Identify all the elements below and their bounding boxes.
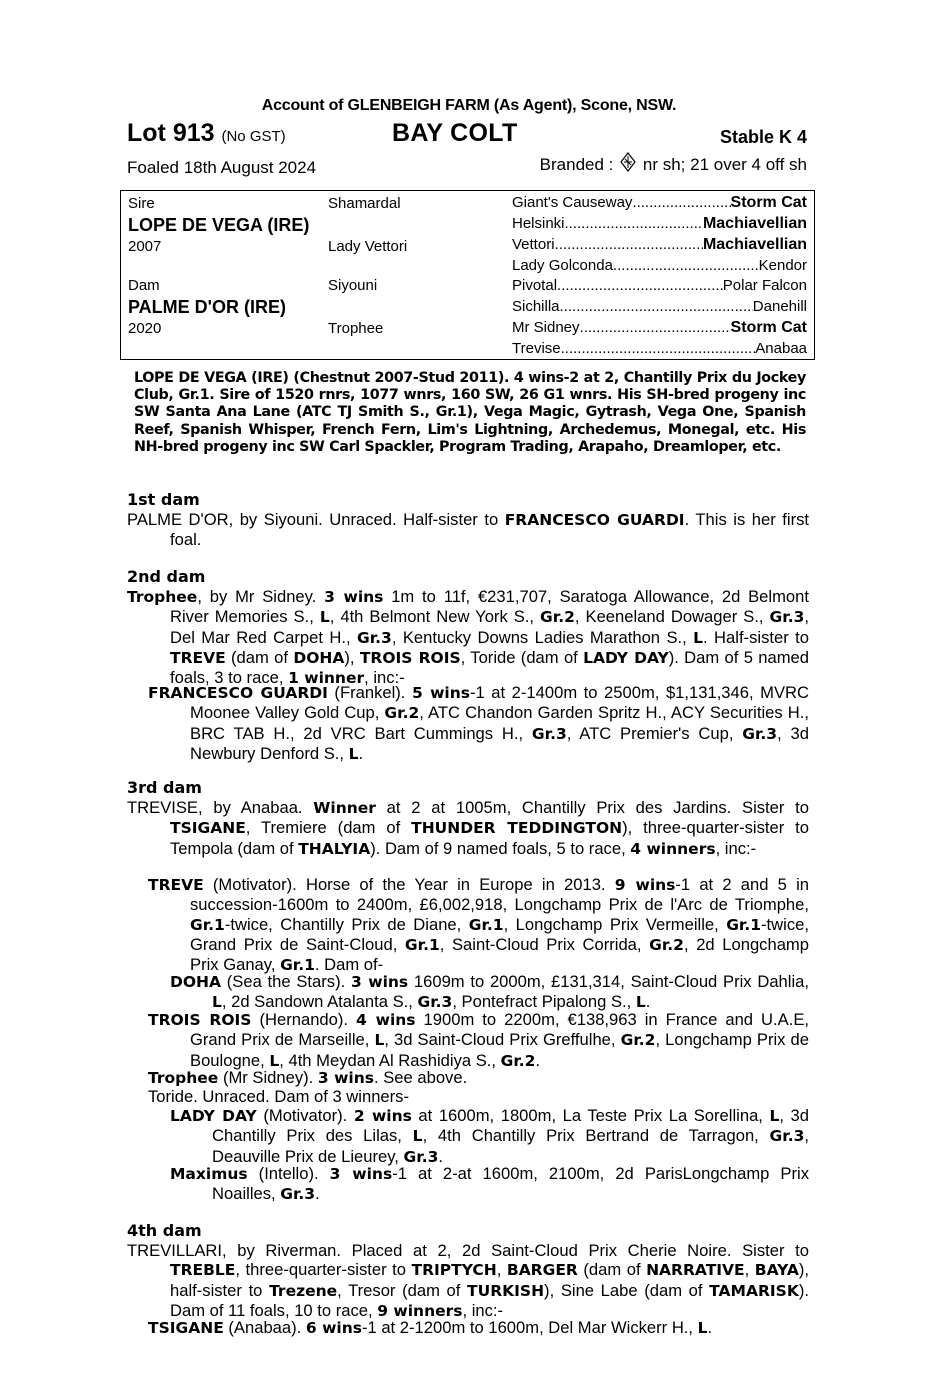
text-run: . [707,1318,713,1337]
text-run: (Anabaa). [223,1318,306,1337]
sire-blurb: LOPE DE VEGA (IRE) (Chestnut 2007-Stud 2011). 4 wins-2 at 2, Chantilly Prix du Jockey Club, Gr.1. Sire of 1520 rnrs, 1077 wnrs, 160 SW, 26 G1 wnrs. His SH-bred progeny inc SW Santa Ana Lane (ATC TJ Smith S., Gr.1), Vega Magic, Gytrash, Vega One, Spanish Reef, Spanish Whisper, French Fern, Lim's Lightning, Archedemus, Monegal, etc. His NH-bred progeny inc SW Carl Spackler, Program Trading, Arapaho, Dreamloper, etc. [134,370,806,455]
dam-year: 2020 [128,320,162,337]
bold-text: DOHA [170,973,222,991]
text-run: -1 at 2-1200m to 1600m, Del Mar Wickerr H., [361,1318,698,1337]
text-run: , inc:- [462,1300,504,1320]
bold-text: BARGER [506,1261,578,1280]
text-run: , Del Mar Red Carpet H., [170,607,810,647]
bold-text: L [635,993,646,1012]
fourth-dam-heading: 4th dam [127,1221,202,1240]
leader-dots [613,257,759,274]
text-run: , Deauville Prix de Lieurey, [212,1126,809,1166]
text-run: , ATC Chandon Garden Spritz H., ACY Securities H., BRC TAB H., 2d VRC Bart Cummings H., [190,703,809,743]
bold-text: 1 winner [288,669,365,688]
text-run: , 4th Meydan Al Rashidiya S., [279,1050,501,1070]
text-run: (Motivator). [256,1106,354,1125]
third-dam-text [127,798,809,859]
bold-text: TREBLE [170,1261,236,1280]
third-dam-progeny-lady-day [170,1106,809,1167]
bold-text: Gr.3 [742,724,778,743]
third-dam-progeny-maximus [170,1164,809,1205]
sex-colour: BAY COLT [392,119,518,147]
second-dam-heading: 2nd dam [127,567,206,586]
bold-text: FRANCESCO GUARDI [148,684,328,702]
bold-text: THUNDER TEDDINGTON [411,819,623,838]
leader-dots [565,215,703,233]
text-run: , inc:- [364,668,405,688]
bold-text: LADY DAY [170,1107,257,1125]
text-run: ), three-quarter-sister to Tempola (dam of [170,818,809,858]
bold-text: Gr.1 [404,935,440,954]
g3-horse: Trevise [512,340,561,357]
bold-text: Gr.3 [769,1127,805,1146]
text-run: (Motivator). Horse of the Year in Europe in 2013. [203,875,615,894]
bold-text: Gr.2 [620,1031,656,1050]
sire-name: LOPE DE VEGA (IRE) [128,215,310,235]
first-dam-text [127,510,809,550]
g3-horse: Giant's Causeway [512,194,633,211]
branded-label: Branded : [539,155,614,174]
text-run: , Longchamp Prix de Boulogne, [190,1030,810,1070]
fourth-dam-progeny-tsigane [148,1318,809,1338]
bold-text: Gr.3 [403,1147,439,1166]
g3-row [512,319,807,337]
g3-sire: Storm Cat [730,194,807,211]
text-run: 1609m to 2000m, £131,314, Saint-Cloud Prix Dahlia, [408,972,809,991]
sire-label: Sire [128,195,155,212]
g3-row [512,277,807,294]
sire-sire: Shamardal [328,195,401,212]
text-run: , [496,1260,507,1280]
third-dam-progeny-treve [148,875,809,975]
text-run: ), [344,647,360,667]
text-run: ). Dam of 9 named foals, 5 to race, [370,838,631,858]
text-run: , 4th Belmont New York S., [329,607,541,627]
bold-text: Gr.3 [280,1185,316,1204]
text-run: , 2d Longchamp Prix Ganay, [190,934,809,975]
gst-note: (No GST) [221,128,286,145]
text-run: , inc:- [715,838,757,858]
text-run: (dam of [225,647,294,667]
text-run: 1m to 11f, €231,707, Saratoga Allowance, 2d Belmont River Memories S., [170,587,809,627]
bold-text: L [769,1107,780,1125]
bold-text: LADY DAY [583,648,669,667]
bold-text: Winner [313,799,376,817]
text-run: (Sea the Stars). [221,972,351,991]
bold-text: Trezene [269,1281,338,1300]
bold-text: Gr.3 [417,993,453,1012]
text-run: , three-quarter-sister to [235,1260,412,1280]
bold-text: TROIS ROIS [359,648,461,667]
bold-text: 3 wins [317,1069,374,1087]
leader-dots [561,340,756,357]
text-run: . [535,1050,541,1070]
text-run: , Keeneland Dowager S., [574,607,770,627]
bold-text: Gr.2 [649,935,684,954]
text-run: , 3d Chantilly Prix des Lilas, [212,1106,810,1146]
bold-text: Maximus [170,1165,248,1183]
bold-text: Gr.2 [384,704,420,723]
text-run: TREVISE, by Anabaa. [127,798,314,817]
text-run: -1 at 2-at 1600m, 2100m, 2d ParisLongchamp Prix Noailles, [212,1164,809,1204]
dam-label: Dam [128,277,160,294]
bold-text: Gr.2 [540,608,575,627]
bold-text: L [269,1051,280,1070]
text-run: -twice, Grand Prix de Saint-Cloud, [190,914,809,954]
bold-text: TRIPTYCH [411,1261,497,1280]
text-run: , 2d Sandown Atalanta S., [221,992,418,1012]
first-dam-heading: 1st dam [127,490,200,509]
text-run: , [744,1260,755,1280]
text-run: , Tremiere (dam of [245,818,412,838]
text-run: (Hernando). [251,1010,357,1029]
leader-dots [632,194,730,212]
leader-dots [580,319,731,337]
g3-horse: Mr Sidney [512,319,580,336]
text-run: ). Dam of 5 named foals, 3 to race, [170,647,810,688]
second-dam-progeny [148,683,809,764]
third-dam-progeny-doha [170,972,809,1013]
text-run: . [438,1146,444,1166]
text-run: , Toride (dam of [460,647,584,667]
text-run: 1900m to 2200m, €138,963 in France and U.A.E, Grand Prix de Marseille, [190,1010,809,1050]
sire-dam: Lady Vettori [328,238,408,255]
bold-text: L [697,1319,708,1337]
text-run: ). Dam of 11 foals, 10 to race, [170,1280,809,1320]
g3-row [512,340,807,357]
branded-value: nr sh; 21 over 4 off sh [642,155,807,174]
text-run: , 3d Saint-Cloud Prix Greffulhe, [384,1030,621,1050]
text-run: . [645,992,651,1012]
text-run: ), half-sister to [170,1260,809,1300]
text-run: (Intello). [247,1164,330,1183]
bold-text: NARRATIVE [646,1261,745,1280]
third-dam-progeny-trois-rois [148,1010,809,1071]
text-run: , Tresor (dam of [337,1280,468,1300]
lot-label: Lot 913 [127,119,215,147]
bold-text: 4 winners [630,839,716,858]
text-run: . Dam of- [314,955,384,975]
text-run: PALME D'OR, by Siyouni. Unraced. Half-sister to [127,510,505,529]
bold-text: Gr.1 [190,915,225,934]
g3-row [512,236,807,254]
bold-text: DOHA [293,648,345,667]
bold-text: L [348,744,359,763]
leader-dots [555,236,703,254]
bold-text: Gr.3 [531,724,567,743]
text-run: , 4th Chantilly Prix Bertrand de Tarragon, [422,1126,770,1146]
bold-text: 4 wins [356,1011,416,1029]
bold-text: L [412,1127,423,1146]
bold-text: 3 wins [324,588,384,606]
bold-text: L [212,993,222,1012]
bold-text: 3 wins [329,1165,393,1183]
bold-text: Gr.1 [468,915,504,934]
brand-symbol-icon [618,152,638,177]
text-run: . Half-sister to [703,627,809,647]
text-run: TREVILLARI, by Riverman. Placed at 2, 2d Saint-Cloud Prix Cherie Noire. Sister to [127,1241,809,1260]
g3-sire: Kendor [758,257,807,274]
text-run: , Kentucky Downs Ladies Marathon S., [391,627,694,647]
text-run: , 3d Newbury Denford S., [190,723,809,763]
text-run: , Longchamp Prix Vermeille, [503,914,727,934]
text-run: ), Sine Labe (dam of [544,1280,710,1300]
bold-text: BAYA [754,1261,799,1280]
second-dam-text [127,587,809,688]
text-run: -twice, Chantilly Prix de Diane, [224,914,469,934]
g3-sire: Polar Falcon [722,277,807,294]
g3-horse: Lady Golconda [512,257,613,274]
text-run: -1 at 2-1400m to 2500m, $1,131,346, MVRC Moonee Valley Gold Cup, [190,683,810,723]
g3-horse: Vettori [512,236,555,253]
fourth-dam-text [127,1241,809,1321]
text-run: at 2 at 1005m, Chantilly Prix des Jardins. Sister to [375,798,810,817]
dam-sire: Siyouni [328,277,378,294]
bold-text: TURKISH [467,1281,545,1300]
pedigree-table [120,190,815,360]
text-run: (dam of [577,1260,647,1280]
text-run: . This is her first foal. [170,510,809,550]
bold-text: 9 winners [377,1301,463,1320]
stable-location: Stable K 4 [719,127,807,147]
g3-horse: Pivotal [512,277,558,294]
third-dam-progeny-toride [148,1087,809,1106]
g3-sire: Machiavellian [702,236,807,253]
g3-row [512,215,807,233]
sire-year: 2007 [128,238,162,255]
bold-text: TROIS ROIS [148,1011,252,1029]
text-run: (Mr Sidney). [218,1068,318,1087]
bold-text: 3 wins [350,973,409,991]
bold-text: Gr.3 [356,628,392,647]
g3-sire: Danehill [752,298,807,315]
bold-text: TREVE [170,648,226,667]
bold-text: TAMARISK [709,1281,799,1300]
leader-dots [557,277,723,294]
bold-text: Gr.1 [280,956,315,975]
g3-row [512,194,807,212]
text-run: Toride. Unraced. Dam of 3 winners- [148,1087,409,1106]
bold-text: Gr.1 [726,915,762,934]
bold-text: L [374,1031,385,1050]
branded-info [540,152,807,177]
third-dam-progeny-trophee [148,1068,809,1088]
g3-row [512,257,807,274]
bold-text: THALYIA [298,839,371,858]
text-run: (Frankel). [327,683,412,702]
text-run: , by Mr Sidney. [197,587,325,606]
g3-horse: Sichilla [512,298,560,315]
bold-text: 9 wins [614,876,676,894]
bold-text: Trophee [127,588,198,606]
bold-text: TSIGANE [170,819,246,838]
bold-text: 2 wins [353,1107,412,1125]
g3-sire: Storm Cat [730,319,807,336]
bold-text: TSIGANE [148,1319,224,1337]
g3-sire: Machiavellian [702,215,807,232]
bold-text: 5 wins [411,684,470,702]
bold-text: TREVE [148,876,204,894]
account-line: Account of GLENBEIGH FARM (As Agent), Scone, NSW. [261,97,677,114]
lot-number [127,119,286,148]
text-run: . [358,743,364,763]
text-run: , Pontefract Pipalong S., [452,992,636,1012]
text-run: , ATC Premier's Cup, [566,723,743,743]
text-run: -1 at 2 and 5 in succession-1600m to 2400m, £6,002,918, Longchamp Prix de l'Arc de Triomphe, [190,875,809,915]
text-run: , Saint-Cloud Prix Corrida, [439,934,650,954]
bold-text: 6 wins [305,1319,362,1337]
bold-text: Trophee [148,1069,219,1087]
bold-text: L [693,628,704,647]
text-run: at 1600m, 1800m, La Teste Prix La Sorellina, [411,1106,770,1125]
bold-text: FRANCESCO GUARDI [504,511,685,529]
third-dam-heading: 3rd dam [127,778,202,797]
g3-sire: Anabaa [755,340,807,357]
bold-text: Gr.3 [769,608,805,627]
text-run: . [315,1184,320,1204]
dam-dam: Trophee [328,320,384,337]
foaled-date: Foaled 18th August 2024 [127,158,317,177]
dam-name: PALME D'OR (IRE) [128,297,286,317]
leader-dots [560,298,753,315]
bold-text: Gr.2 [500,1051,536,1070]
g3-row [512,298,807,315]
g3-horse: Helsinki [512,215,565,232]
bold-text: L [319,608,330,627]
text-run: . See above. [374,1068,468,1087]
